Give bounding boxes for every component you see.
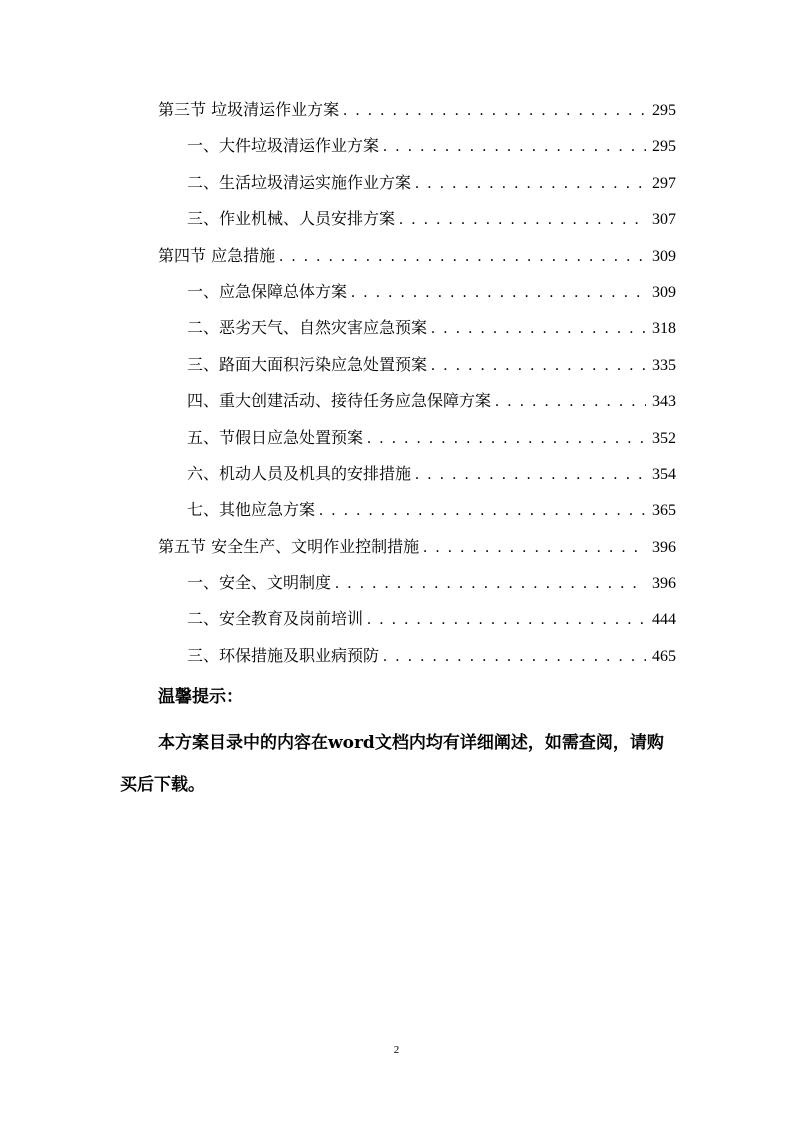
toc-entry[interactable] [158, 601, 676, 637]
toc-dot-leader [319, 493, 646, 529]
toc-entry[interactable] [158, 347, 676, 383]
toc-entry-title: 第三节 垃圾清运作业方案 [158, 100, 340, 119]
toc-entry-page: 352 [652, 429, 676, 447]
toc-entry[interactable] [158, 165, 676, 201]
toc-entry[interactable] [158, 565, 676, 601]
tip-text: 本方案目录中的内容在word文档内均有详细阐述，如需查阅，请购买后下载。 [120, 733, 664, 795]
toc-entry-title: 七、其他应急方案 [187, 500, 316, 520]
toc-entry-page: 354 [652, 465, 676, 483]
toc-entry[interactable] [158, 420, 676, 456]
toc-entry[interactable] [158, 310, 676, 346]
toc-entry-title: 三、路面大面积污染应急处置预案 [187, 354, 428, 374]
toc-entry-page: 297 [652, 174, 676, 192]
toc-dot-leader [399, 202, 646, 238]
toc-entry-title: 第五节 安全生产、文明作业控制措施 [158, 536, 420, 556]
toc-entry[interactable] [158, 529, 676, 565]
table-of-contents [158, 92, 676, 674]
toc-entry-page: 335 [652, 356, 676, 374]
toc-dot-leader [415, 457, 646, 493]
toc-dot-leader [423, 530, 646, 566]
toc-entry[interactable] [158, 128, 676, 164]
toc-entry-page: 465 [652, 647, 676, 665]
toc-dot-leader [431, 348, 646, 384]
toc-entry[interactable] [158, 492, 676, 528]
toc-dot-leader [431, 311, 646, 347]
toc-entry-page: 295 [652, 138, 676, 156]
toc-entry-title: 五、节假日应急处置预案 [187, 427, 364, 447]
toc-entry-title: 三、环保措施及职业病预防 [187, 645, 380, 665]
toc-entry[interactable] [158, 456, 676, 492]
toc-entry-title: 第四节 应急措施 [158, 245, 276, 265]
toc-entry-page: 396 [652, 575, 676, 593]
toc-entry-title: 二、生活垃圾清运实施作业方案 [187, 172, 412, 192]
toc-dot-leader [383, 129, 646, 165]
toc-entry[interactable] [158, 274, 676, 310]
toc-dot-leader [343, 93, 646, 129]
toc-entry-title: 一、大件垃圾清运作业方案 [187, 136, 380, 156]
toc-dot-leader [383, 639, 646, 675]
toc-dot-leader [415, 166, 646, 202]
toc-entry-page: 318 [652, 320, 676, 338]
toc-dot-leader [495, 384, 646, 420]
toc-entry-page: 343 [652, 393, 676, 411]
toc-entry-title: 六、机动人员及机具的安排措施 [187, 463, 412, 483]
toc-dot-leader [367, 421, 646, 457]
toc-entry-page: 307 [652, 211, 676, 229]
toc-entry[interactable] [158, 92, 676, 128]
toc-entry-page: 295 [652, 102, 676, 119]
tip-heading: 温馨提示： [158, 687, 243, 707]
toc-entry-page: 309 [652, 247, 676, 265]
toc-entry-page: 444 [652, 611, 676, 629]
toc-entry-title: 四、重大创建活动、接待任务应急保障方案 [187, 391, 492, 411]
toc-entry-title: 二、恶劣天气、自然灾害应急预案 [187, 318, 428, 338]
page-number: 2 [393, 1044, 400, 1056]
toc-entry-title: 一、安全、文明制度 [187, 573, 332, 593]
toc-entry[interactable] [158, 201, 676, 237]
toc-dot-leader [279, 239, 646, 275]
toc-dot-leader [367, 602, 646, 638]
toc-dot-leader [351, 275, 646, 311]
toc-entry[interactable] [158, 383, 676, 419]
toc-entry-page: 365 [652, 502, 676, 520]
toc-entry[interactable] [158, 238, 676, 274]
toc-entry-title: 一、应急保障总体方案 [187, 281, 348, 301]
toc-dot-leader [335, 566, 646, 602]
toc-entry-title: 二、安全教育及岗前培训 [187, 609, 364, 629]
toc-entry[interactable] [158, 638, 676, 674]
toc-entry-page: 396 [652, 538, 676, 556]
toc-entry-page: 309 [652, 283, 676, 301]
toc-entry-title: 三、作业机械、人员安排方案 [187, 209, 396, 229]
